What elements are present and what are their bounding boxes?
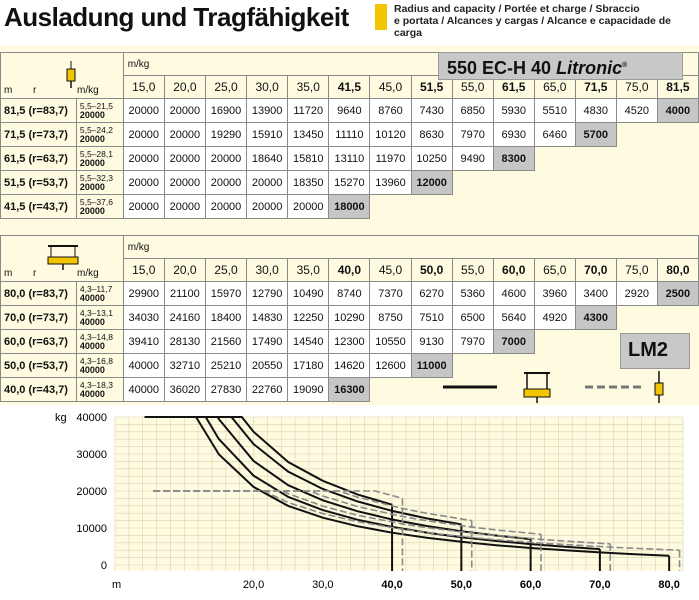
accent-bar — [375, 4, 387, 30]
radius-header: 15,0 — [123, 76, 164, 99]
load-cell: 27830 — [205, 378, 246, 402]
range-load-cell — [76, 354, 123, 378]
load-cell: 32710 — [164, 354, 205, 378]
radius-header: 20,0 — [164, 259, 205, 282]
load-cell: 20000 — [123, 147, 164, 171]
load-cell: 5640 — [493, 306, 534, 330]
load-cell: 14540 — [288, 330, 329, 354]
load-cell: 25210 — [205, 354, 246, 378]
y-tick-label: 40000 — [76, 412, 107, 424]
load-cell: 24160 — [164, 306, 205, 330]
capacity-table-2 — [0, 235, 699, 402]
load-cell: 3960 — [534, 282, 575, 306]
max-load-text: 40000 — [79, 316, 105, 327]
load-cell: 39410 — [123, 330, 164, 354]
tip-load-cell: 18000 — [329, 195, 370, 219]
load-cell: 18350 — [288, 171, 329, 195]
radius-header: 75,0 — [616, 76, 657, 99]
load-cell: 9490 — [452, 147, 493, 171]
range-text: 5,5–21,5 — [79, 100, 113, 111]
range-text: 4,3–18,3 — [79, 379, 113, 390]
load-cell: 20000 — [288, 195, 329, 219]
radius-header: 70,0 — [575, 259, 616, 282]
unit-m: m — [4, 268, 13, 279]
load-cell: 4520 — [616, 99, 657, 123]
radius-header: 75,0 — [616, 259, 657, 282]
load-cell: 15810 — [288, 147, 329, 171]
load-cell: 20000 — [123, 123, 164, 147]
empty-cell — [657, 378, 698, 402]
tip-load-cell: 4000 — [657, 99, 698, 123]
load-cell: 15270 — [329, 171, 370, 195]
empty-cell — [411, 195, 452, 219]
y-tick-label: 20000 — [76, 486, 107, 498]
brand-box — [438, 52, 683, 80]
tip-load-cell: 12000 — [411, 171, 452, 195]
load-cell: 12600 — [370, 354, 411, 378]
empty-cell — [616, 147, 657, 171]
load-cell: 17490 — [247, 330, 288, 354]
range-load-cell — [76, 99, 123, 123]
range-text: 4,3–11,7 — [79, 283, 113, 294]
jib-length-label: 51,5 (r=53,7) — [1, 171, 77, 195]
max-load-text: 40000 — [79, 340, 105, 351]
x-tick-label: 80,0 — [658, 579, 680, 591]
max-load-text: 20000 — [79, 109, 105, 120]
load-cell: 34030 — [123, 306, 164, 330]
range-load-cell — [76, 171, 123, 195]
load-cell: 8740 — [329, 282, 370, 306]
empty-cell — [452, 171, 493, 195]
load-cell: 7370 — [370, 282, 411, 306]
load-cell: 20000 — [247, 195, 288, 219]
jib-length-label: 81,5 (r=83,7) — [1, 99, 77, 123]
load-cell: 6270 — [411, 282, 452, 306]
jib-length-label: 40,0 (r=43,7) — [1, 378, 77, 402]
y-axis-label: kg — [55, 412, 67, 424]
empty-cell — [575, 195, 616, 219]
table-row — [1, 171, 699, 195]
load-cell: 6930 — [493, 123, 534, 147]
empty-cell — [657, 195, 698, 219]
range-text: 4,3–16,8 — [79, 355, 113, 366]
load-cell: 6850 — [452, 99, 493, 123]
load-cell: 6460 — [534, 123, 575, 147]
lm2-badge: LM2 — [620, 333, 690, 369]
table-row — [1, 330, 699, 354]
range-text: 5,5–37,6 — [79, 196, 113, 207]
load-cell: 20000 — [164, 99, 205, 123]
x-tick-label: 30,0 — [312, 579, 334, 591]
load-cell: 20000 — [164, 195, 205, 219]
load-cell: 19090 — [288, 378, 329, 402]
load-cell: 8630 — [411, 123, 452, 147]
radius-header: 40,0 — [329, 259, 370, 282]
empty-cell — [616, 195, 657, 219]
radius-header: 65,0 — [534, 76, 575, 99]
radius-header: 30,0 — [247, 76, 288, 99]
empty-cell — [575, 147, 616, 171]
empty-cell — [534, 171, 575, 195]
radius-header: 71,5 — [575, 76, 616, 99]
load-cell: 12300 — [329, 330, 370, 354]
hook-icon-cell — [1, 236, 124, 282]
registered-mark: ® — [622, 62, 628, 69]
load-cell: 13960 — [370, 171, 411, 195]
table-row — [1, 378, 699, 402]
max-load-text: 20000 — [79, 181, 105, 192]
empty-cell — [534, 147, 575, 171]
empty-cell — [575, 171, 616, 195]
unit-mkg-header: m/kg — [123, 236, 698, 259]
unit-r: r — [33, 268, 37, 279]
radius-header: 35,0 — [288, 259, 329, 282]
load-cell: 21100 — [164, 282, 205, 306]
unit-mkg: m/kg — [77, 85, 99, 96]
load-cell: 7970 — [452, 123, 493, 147]
load-cell: 5510 — [534, 99, 575, 123]
page-title: Ausladung und Tragfähigkeit — [4, 2, 349, 32]
load-cell: 20000 — [164, 171, 205, 195]
x-tick-label: 60,0 — [519, 579, 542, 591]
range-load-cell — [76, 330, 123, 354]
radius-header: 80,0 — [657, 259, 698, 282]
max-load-text: 40000 — [79, 388, 105, 399]
tip-load-cell: 4300 — [575, 306, 616, 330]
unit-mkg-header: m/kg — [123, 53, 698, 76]
header — [0, 0, 699, 40]
max-load-text: 20000 — [79, 205, 105, 216]
tip-load-cell: 5700 — [575, 123, 616, 147]
range-text: 4,3–13,1 — [79, 307, 113, 318]
empty-cell — [493, 378, 534, 402]
load-cell: 15970 — [205, 282, 246, 306]
range-load-cell — [76, 378, 123, 402]
load-cell: 3400 — [575, 282, 616, 306]
load-cell: 18400 — [205, 306, 246, 330]
empty-cell — [370, 378, 411, 402]
x-tick-label: 40,0 — [381, 579, 403, 591]
load-cell: 14830 — [247, 306, 288, 330]
empty-cell — [452, 195, 493, 219]
table-row — [1, 99, 699, 123]
unit-mkg: m/kg — [77, 268, 99, 279]
max-load-text: 20000 — [79, 133, 105, 144]
y-tick-label: 0 — [100, 560, 107, 572]
empty-cell — [493, 354, 534, 378]
range-text: 4,3–14,8 — [79, 331, 113, 342]
load-cell: 20000 — [123, 195, 164, 219]
load-cell: 10490 — [288, 282, 329, 306]
empty-cell — [616, 306, 657, 330]
empty-cell — [534, 354, 575, 378]
load-cell: 28130 — [164, 330, 205, 354]
load-cell: 12790 — [247, 282, 288, 306]
range-text: 5,5–24,2 — [79, 124, 113, 135]
load-cell: 7510 — [411, 306, 452, 330]
load-cell: 10250 — [411, 147, 452, 171]
empty-cell — [493, 195, 534, 219]
load-cell: 18640 — [247, 147, 288, 171]
table-row — [1, 354, 699, 378]
radius-header: 55,0 — [452, 259, 493, 282]
load-cell: 10120 — [370, 123, 411, 147]
empty-cell — [575, 330, 616, 354]
radius-header: 45,0 — [370, 76, 411, 99]
radius-header: 61,5 — [493, 76, 534, 99]
load-cell: 11720 — [288, 99, 329, 123]
load-cell: 17180 — [288, 354, 329, 378]
load-chart — [0, 405, 699, 600]
empty-cell — [575, 354, 616, 378]
maker-name: Litronic — [556, 58, 623, 78]
tip-load-cell: 7000 — [493, 330, 534, 354]
jib-length-label: 71,5 (r=73,7) — [1, 123, 77, 147]
load-cell: 22760 — [247, 378, 288, 402]
range-text: 5,5–28,1 — [79, 148, 113, 159]
load-cell: 20000 — [164, 123, 205, 147]
x-tick-label: 70,0 — [589, 579, 611, 591]
hook-icon-cell — [1, 53, 124, 99]
load-cell: 20000 — [205, 171, 246, 195]
radius-header: 35,0 — [288, 76, 329, 99]
load-cell: 13110 — [329, 147, 370, 171]
range-load-cell — [76, 123, 123, 147]
radius-header: 30,0 — [247, 259, 288, 282]
load-cell: 4600 — [493, 282, 534, 306]
y-tick-label: 10000 — [76, 523, 107, 535]
load-cell: 36020 — [164, 378, 205, 402]
load-cell: 11970 — [370, 147, 411, 171]
empty-cell — [534, 378, 575, 402]
load-cell: 9130 — [411, 330, 452, 354]
jib-length-label: 60,0 (r=63,7) — [1, 330, 77, 354]
range-load-cell — [76, 147, 123, 171]
radius-header: 60,0 — [493, 259, 534, 282]
tip-load-cell: 8300 — [493, 147, 534, 171]
load-cell: 20000 — [205, 195, 246, 219]
load-cell: 40000 — [123, 378, 164, 402]
unit-r: r — [33, 85, 37, 96]
load-cell: 13450 — [288, 123, 329, 147]
empty-cell — [616, 123, 657, 147]
load-cell: 14620 — [329, 354, 370, 378]
max-load-text: 40000 — [79, 364, 105, 375]
load-cell: 20550 — [247, 354, 288, 378]
tip-load-cell: 11000 — [411, 354, 452, 378]
empty-cell — [411, 378, 452, 402]
radius-header: 15,0 — [123, 259, 164, 282]
radius-header: 51,5 — [411, 76, 452, 99]
x-axis-label: m — [112, 579, 122, 591]
empty-cell — [616, 171, 657, 195]
table-row — [1, 147, 699, 171]
x-tick-label: 20,0 — [242, 579, 265, 591]
load-cell: 8750 — [370, 306, 411, 330]
range-load-cell — [76, 282, 123, 306]
load-cell: 8760 — [370, 99, 411, 123]
load-cell: 20000 — [123, 171, 164, 195]
empty-cell — [657, 306, 698, 330]
load-cell: 40000 — [123, 354, 164, 378]
radius-header: 55,0 — [452, 76, 493, 99]
load-cell: 5360 — [452, 282, 493, 306]
load-cell: 20000 — [205, 147, 246, 171]
jib-length-label: 61,5 (r=63,7) — [1, 147, 77, 171]
table-row — [1, 195, 699, 219]
radius-header: 45,0 — [370, 259, 411, 282]
range-load-cell — [76, 195, 123, 219]
load-cell: 15910 — [247, 123, 288, 147]
load-cell: 12250 — [288, 306, 329, 330]
load-cell: 9640 — [329, 99, 370, 123]
tip-load-cell: 2500 — [657, 282, 698, 306]
load-cell: 2920 — [616, 282, 657, 306]
radius-header: 20,0 — [164, 76, 205, 99]
radius-header: 50,0 — [411, 259, 452, 282]
max-load-text: 20000 — [79, 157, 105, 168]
load-cell: 7430 — [411, 99, 452, 123]
load-cell: 19290 — [205, 123, 246, 147]
radius-header: 25,0 — [205, 259, 246, 282]
range-text: 5,5–32,3 — [79, 172, 113, 183]
table-row — [1, 123, 699, 147]
range-load-cell — [76, 306, 123, 330]
jib-length-label: 80,0 (r=83,7) — [1, 282, 77, 306]
empty-cell — [534, 195, 575, 219]
radius-header: 41,5 — [329, 76, 370, 99]
tip-load-cell: 16300 — [329, 378, 370, 402]
jib-length-label: 70,0 (r=73,7) — [1, 306, 77, 330]
unit-m: m — [4, 85, 13, 96]
empty-cell — [657, 147, 698, 171]
load-cell: 6500 — [452, 306, 493, 330]
jib-length-label: 50,0 (r=53,7) — [1, 354, 77, 378]
max-load-text: 40000 — [79, 292, 105, 303]
load-cell: 11110 — [329, 123, 370, 147]
empty-cell — [657, 123, 698, 147]
model-name: 550 EC-H 40 — [447, 58, 552, 78]
empty-cell — [534, 330, 575, 354]
load-cell: 20000 — [164, 147, 205, 171]
load-cell: 5930 — [493, 99, 534, 123]
radius-header: 65,0 — [534, 259, 575, 282]
empty-cell — [575, 378, 616, 402]
empty-cell — [370, 195, 411, 219]
load-cell: 10290 — [329, 306, 370, 330]
empty-cell — [616, 378, 657, 402]
load-cell: 21560 — [205, 330, 246, 354]
load-cell: 10550 — [370, 330, 411, 354]
page-subtitle: Radius and capacity / Portée et charge / Sbraccio e portata / Alcances y cargas / Alcance e capacidade de carga — [394, 3, 672, 39]
load-cell: 29900 — [123, 282, 164, 306]
load-cell: 20000 — [123, 99, 164, 123]
load-cell: 4920 — [534, 306, 575, 330]
load-cell: 20000 — [247, 171, 288, 195]
empty-cell — [657, 171, 698, 195]
y-tick-label: 30000 — [76, 449, 107, 461]
load-cell: 13900 — [247, 99, 288, 123]
jib-length-label: 41,5 (r=43,7) — [1, 195, 77, 219]
load-cell: 4830 — [575, 99, 616, 123]
load-cell: 16900 — [205, 99, 246, 123]
empty-cell — [452, 378, 493, 402]
radius-header: 81,5 — [657, 76, 698, 99]
empty-cell — [493, 171, 534, 195]
x-tick-label: 50,0 — [450, 579, 473, 591]
table-row — [1, 306, 699, 330]
table-row — [1, 282, 699, 306]
radius-header: 25,0 — [205, 76, 246, 99]
empty-cell — [452, 354, 493, 378]
load-cell: 7970 — [452, 330, 493, 354]
plot-area — [115, 417, 683, 571]
